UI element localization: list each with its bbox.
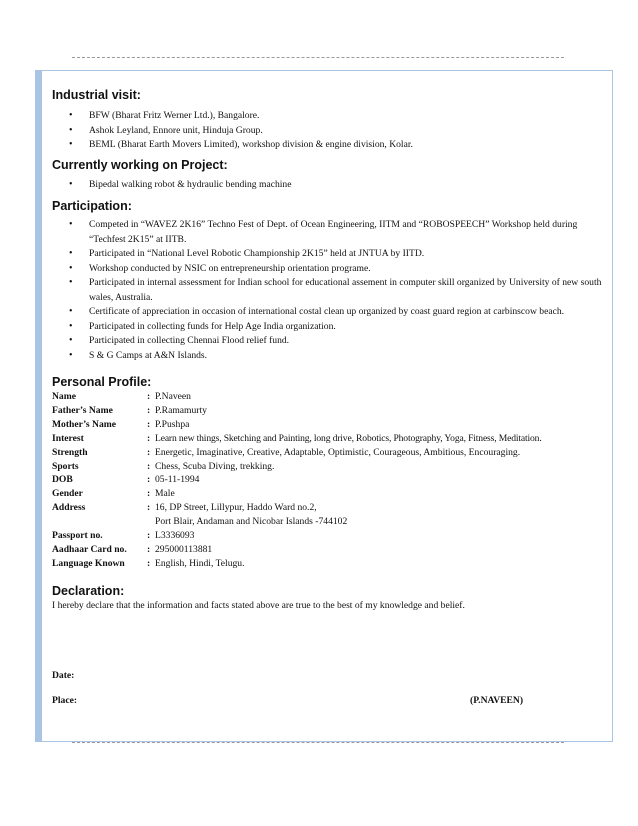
resume-content (52, 88, 602, 613)
list-item: • Competed in “WAVEZ 2K16” Techno Fest of Dept. of Ocean Engineering, IITM and “ROBOSPEECH” Workshop held during “Techfest 2K15” at IITB. (52, 218, 602, 247)
profile-colon: : (147, 474, 151, 486)
project-section (52, 158, 602, 193)
profile-row-passport (52, 529, 602, 543)
declaration-heading: Declaration: (52, 583, 125, 598)
list-item: • Participated in “National Level Robotic Championship 2K15” held at JNTUA by IITD. (52, 247, 602, 262)
profile-row-interest (52, 432, 602, 446)
profile-value: 16, DP Street, Lillypur, Haddo Ward no.2, (155, 502, 317, 514)
profile-value: English, Hindi, Telugu. (155, 557, 245, 569)
profile-label: Gender (52, 488, 83, 500)
profile-colon: : (147, 530, 151, 542)
list-item: • Certificate of appreciation in occasion of international costal clean up organized by coast guard region at carbinscow beach. (52, 305, 602, 320)
top-dashed-divider (72, 57, 564, 58)
profile-address-line-2: Port Blair, Andaman and Nicobar Islands -744102 (155, 516, 348, 528)
project-heading: Currently working on Project: (52, 157, 228, 172)
profile-value: P.Pushpa (155, 418, 190, 430)
profile-value: Energetic, Imaginative, Creative, Adaptable, Optimistic, Courageous, Ambitious, Encouraging. (155, 446, 521, 458)
declaration-section (52, 584, 602, 613)
personal-profile-section (52, 375, 602, 571)
profile-row-mother-name (52, 418, 602, 432)
profile-label: Strength (52, 446, 88, 458)
profile-colon: : (147, 488, 151, 500)
industrial-visit-section (52, 88, 602, 153)
profile-label: Address (52, 502, 86, 514)
list-item: • Ashok Leyland, Ennore unit, Hinduja Group. (52, 124, 602, 139)
profile-label: Father’s Name (52, 404, 113, 416)
list-item: • BFW (Bharat Fritz Werner Ltd.), Bangalore. (52, 109, 602, 124)
profile-label: Language Known (52, 557, 125, 569)
profile-value: P.Ramamurty (155, 404, 207, 416)
profile-row-address (52, 501, 602, 515)
left-accent-bar (35, 70, 42, 742)
profile-colon: : (147, 502, 151, 514)
profile-label: Sports (52, 460, 79, 472)
profile-colon: : (147, 557, 151, 569)
profile-row-gender (52, 487, 602, 501)
profile-value: Male (155, 488, 175, 500)
profile-value: Learn new things, Sketching and Painting, long drive, Robotics, Photography, Yoga, Fitness, Meditation. (155, 432, 542, 444)
profile-label: DOB (52, 474, 73, 486)
list-item: • BEML (Bharat Earth Movers Limited), workshop division & engine division, Kolar. (52, 138, 602, 153)
industrial-visit-list (52, 109, 602, 153)
date-label: Date: (52, 670, 75, 681)
profile-colon: : (147, 404, 151, 416)
profile-row-language (52, 557, 602, 571)
profile-value: 295000113881 (155, 543, 213, 555)
profile-colon: : (147, 391, 151, 402)
industrial-visit-heading: Industrial visit: (52, 88, 141, 102)
participation-section (52, 199, 602, 363)
participation-list (52, 218, 602, 363)
list-item: • Participated in collecting Chennai Flood relief fund. (52, 334, 602, 349)
place-label: Place: (52, 695, 78, 706)
profile-row-father-name (52, 404, 602, 418)
profile-row-dob (52, 473, 602, 487)
participation-heading: Participation: (52, 199, 132, 213)
profile-colon: : (147, 432, 151, 444)
project-list (52, 178, 602, 193)
list-item: • S & G Camps at A&N Islands. (52, 349, 602, 364)
list-item: • Participated in collecting funds for Help Age India organization. (52, 320, 602, 335)
profile-colon: : (147, 446, 151, 458)
profile-colon: : (147, 460, 151, 472)
profile-label: Interest (52, 432, 84, 444)
personal-profile-heading: Personal Profile: (52, 375, 152, 389)
declaration-text: I hereby declare that the information and facts stated above are true to the best of my knowledge and belief. (52, 599, 465, 611)
signature-name: (P.NAVEEN) (470, 695, 524, 706)
profile-label: Passport no. (52, 530, 103, 542)
profile-label: Name (52, 391, 76, 402)
profile-row-aadhaar (52, 543, 602, 557)
profile-label: Mother’s Name (52, 418, 117, 430)
profile-row-strength (52, 446, 602, 460)
list-item: • Participated in internal assessment for Indian school for educational assement in computer skill organized by University of new south wales, Australia. (52, 276, 602, 305)
profile-row-name (52, 390, 602, 404)
bottom-dashed-divider (72, 742, 564, 743)
profile-colon: : (147, 418, 151, 430)
profile-value: 05-11-1994 (155, 474, 200, 486)
profile-value: L3336093 (155, 530, 195, 542)
list-item: • Bipedal walking robot & hydraulic bending machine (52, 178, 602, 193)
list-item: • Workshop conducted by NSIC on entrepreneurship orientation programe. (52, 262, 602, 277)
profile-value: Chess, Scuba Diving, trekking. (155, 460, 275, 472)
profile-colon: : (147, 543, 151, 555)
profile-label: Aadhaar Card no. (52, 543, 127, 555)
profile-value: P.Naveen (155, 391, 191, 402)
profile-row-sports (52, 460, 602, 474)
